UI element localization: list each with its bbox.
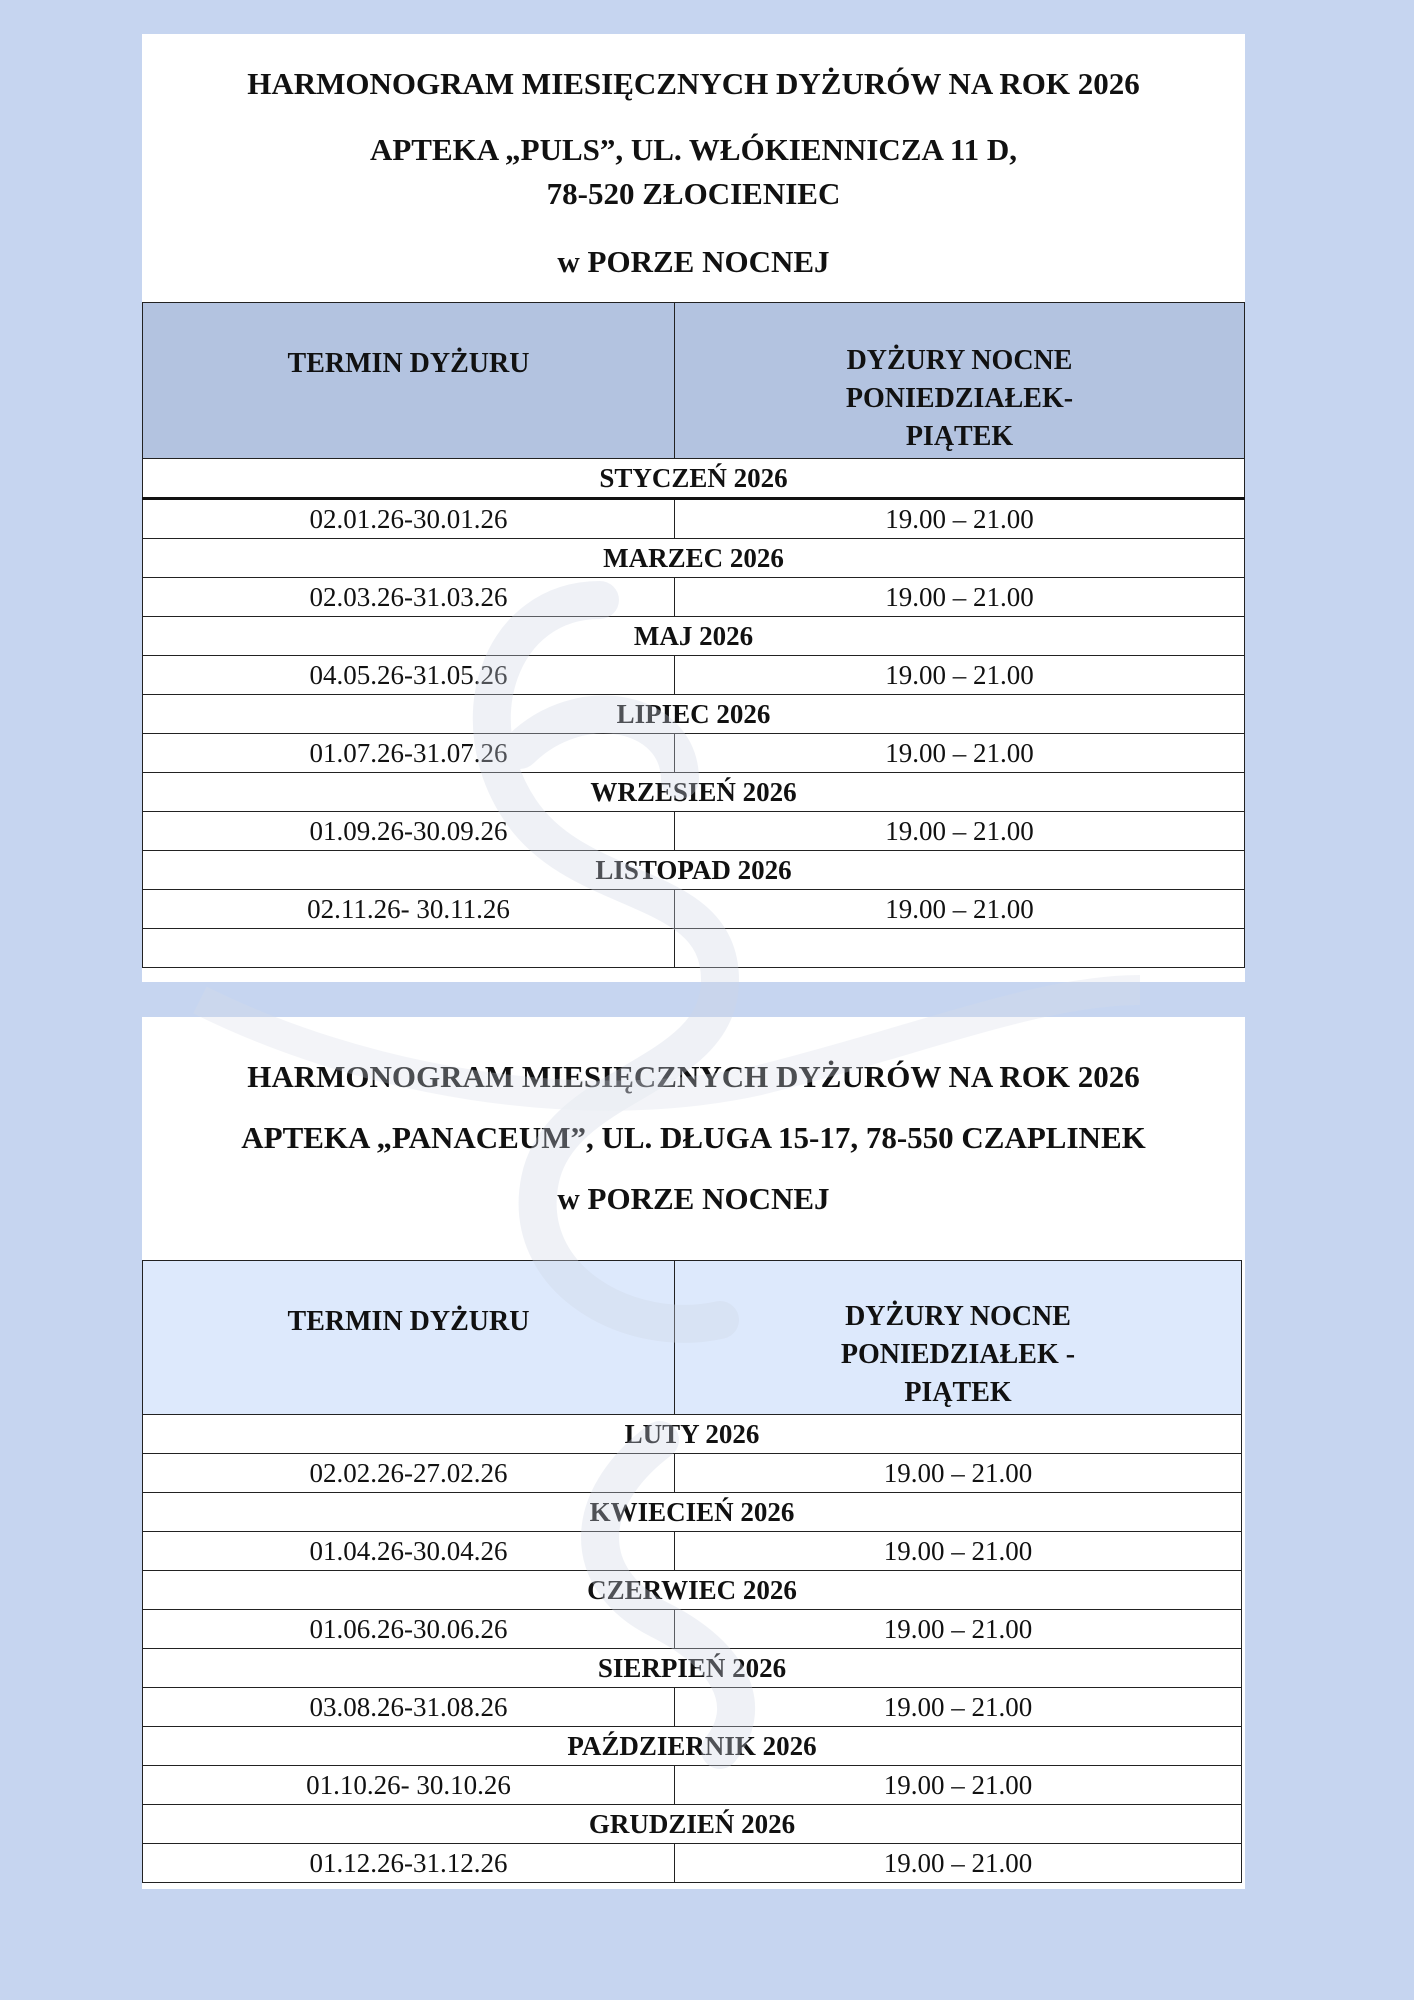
card1-address-line2: 78-520 ZŁOCIENIEC <box>546 176 841 211</box>
month-label: MARZEC 2026 <box>143 539 1245 578</box>
card2-header-dyzury-line1: DYŻURY NOCNE <box>845 1301 1071 1332</box>
empty-cell <box>675 929 1245 968</box>
card2-header-dyzury <box>675 1261 1242 1415</box>
date-range: 01.09.26-30.09.26 <box>143 812 675 851</box>
month-label: MAJ 2026 <box>143 617 1245 656</box>
month-row <box>143 1805 1242 1844</box>
table-row <box>143 812 1245 851</box>
date-range: 01.04.26-30.04.26 <box>143 1532 675 1571</box>
card1-subtitle <box>142 242 1245 282</box>
duty-hours: 19.00 – 21.00 <box>675 1610 1242 1649</box>
month-label: LUTY 2026 <box>143 1415 1242 1454</box>
schedule-card-panaceum <box>142 1017 1245 1889</box>
table-row <box>143 1454 1242 1493</box>
card1-address-line1: APTEKA „PULS”, UL. WŁÓKIENNICZA 11 D, <box>369 132 1018 167</box>
date-range: 01.07.26-31.07.26 <box>143 734 675 773</box>
month-label: CZERWIEC 2026 <box>143 1571 1242 1610</box>
card2-pharmacy-address <box>142 1118 1245 1158</box>
card1-header-dyzury <box>675 303 1245 459</box>
duty-hours: 19.00 – 21.00 <box>675 1688 1242 1727</box>
table-row <box>143 1766 1242 1805</box>
month-row <box>143 1649 1242 1688</box>
date-range: 02.01.26-30.01.26 <box>143 499 675 539</box>
date-range: 01.12.26-31.12.26 <box>143 1844 675 1883</box>
card2-subtitle-text: w PORZE NOCNEJ <box>557 1181 830 1216</box>
table-row <box>143 1532 1242 1571</box>
date-range: 03.08.26-31.08.26 <box>143 1688 675 1727</box>
duty-hours: 19.00 – 21.00 <box>675 812 1245 851</box>
date-range: 01.10.26- 30.10.26 <box>143 1766 675 1805</box>
month-row <box>143 1415 1242 1454</box>
card1-header-dyzury-line1: DYŻURY NOCNE <box>846 345 1073 376</box>
month-label: GRUDZIEŃ 2026 <box>143 1805 1242 1844</box>
date-range: 04.05.26-31.05.26 <box>143 656 675 695</box>
table-row <box>143 1844 1242 1883</box>
duty-hours: 19.00 – 21.00 <box>675 499 1245 539</box>
month-row <box>143 539 1245 578</box>
month-row <box>143 1727 1242 1766</box>
table-row <box>143 734 1245 773</box>
month-row <box>143 459 1245 499</box>
card1-title <box>142 64 1245 104</box>
card2-schedule-table <box>142 1260 1242 1883</box>
date-range: 02.02.26-27.02.26 <box>143 1454 675 1493</box>
card1-schedule-table <box>142 302 1245 968</box>
month-row <box>143 617 1245 656</box>
card2-header-dyzury-line3: PIĄTEK <box>904 1377 1012 1408</box>
card2-address-line: APTEKA „PANACEUM”, UL. DŁUGA 15-17, 78-550 CZAPLINEK <box>241 1120 1146 1155</box>
duty-hours: 19.00 – 21.00 <box>675 734 1245 773</box>
month-row <box>143 773 1245 812</box>
card2-table-header <box>143 1261 1242 1415</box>
month-label: STYCZEŃ 2026 <box>143 459 1245 499</box>
duty-hours: 19.00 – 21.00 <box>675 890 1245 929</box>
empty-row <box>143 929 1245 968</box>
month-label: SIERPIEŃ 2026 <box>143 1649 1242 1688</box>
card2-subtitle <box>142 1179 1245 1219</box>
card2-header-termin: TERMIN DYŻURU <box>143 1261 675 1415</box>
card2-title-line1: HARMONOGRAM MIESIĘCZNYCH DYŻURÓW NA ROK 2026 <box>247 1059 1140 1094</box>
month-label: LISTOPAD 2026 <box>143 851 1245 890</box>
duty-hours: 19.00 – 21.00 <box>675 578 1245 617</box>
table-row <box>143 1688 1242 1727</box>
card1-header-termin: TERMIN DYŻURU <box>143 303 675 459</box>
schedule-card-puls <box>142 34 1245 982</box>
duty-hours: 19.00 – 21.00 <box>675 1844 1242 1883</box>
month-row <box>143 1571 1242 1610</box>
month-label: KWIECIEŃ 2026 <box>143 1493 1242 1532</box>
card1-pharmacy-address <box>142 130 1245 214</box>
duty-hours: 19.00 – 21.00 <box>675 1766 1242 1805</box>
duty-hours: 19.00 – 21.00 <box>675 1454 1242 1493</box>
card1-title-line1: HARMONOGRAM MIESIĘCZNYCH DYŻURÓW NA ROK 2026 <box>247 66 1140 101</box>
month-label: PAŹDZIERNIK 2026 <box>143 1727 1242 1766</box>
date-range: 01.06.26-30.06.26 <box>143 1610 675 1649</box>
month-row <box>143 851 1245 890</box>
month-label: WRZESIEŃ 2026 <box>143 773 1245 812</box>
duty-hours: 19.00 – 21.00 <box>675 1532 1242 1571</box>
duty-hours: 19.00 – 21.00 <box>675 656 1245 695</box>
card1-subtitle-text: w PORZE NOCNEJ <box>557 244 830 279</box>
table-row <box>143 499 1245 539</box>
card2-header-dyzury-line2: PONIEDZIAŁEK - <box>840 1339 1076 1370</box>
date-range: 02.03.26-31.03.26 <box>143 578 675 617</box>
table-row <box>143 656 1245 695</box>
month-label: LIPIEC 2026 <box>143 695 1245 734</box>
card1-table-header <box>143 303 1245 459</box>
month-row <box>143 695 1245 734</box>
table-row <box>143 578 1245 617</box>
month-row <box>143 1493 1242 1532</box>
card2-title <box>142 1057 1245 1097</box>
card1-header-dyzury-line2: PONIEDZIAŁEK- <box>845 383 1074 414</box>
empty-cell <box>143 929 675 968</box>
table-row <box>143 890 1245 929</box>
card1-header-dyzury-line3: PIĄTEK <box>905 421 1014 452</box>
table-row <box>143 1610 1242 1649</box>
date-range: 02.11.26- 30.11.26 <box>143 890 675 929</box>
